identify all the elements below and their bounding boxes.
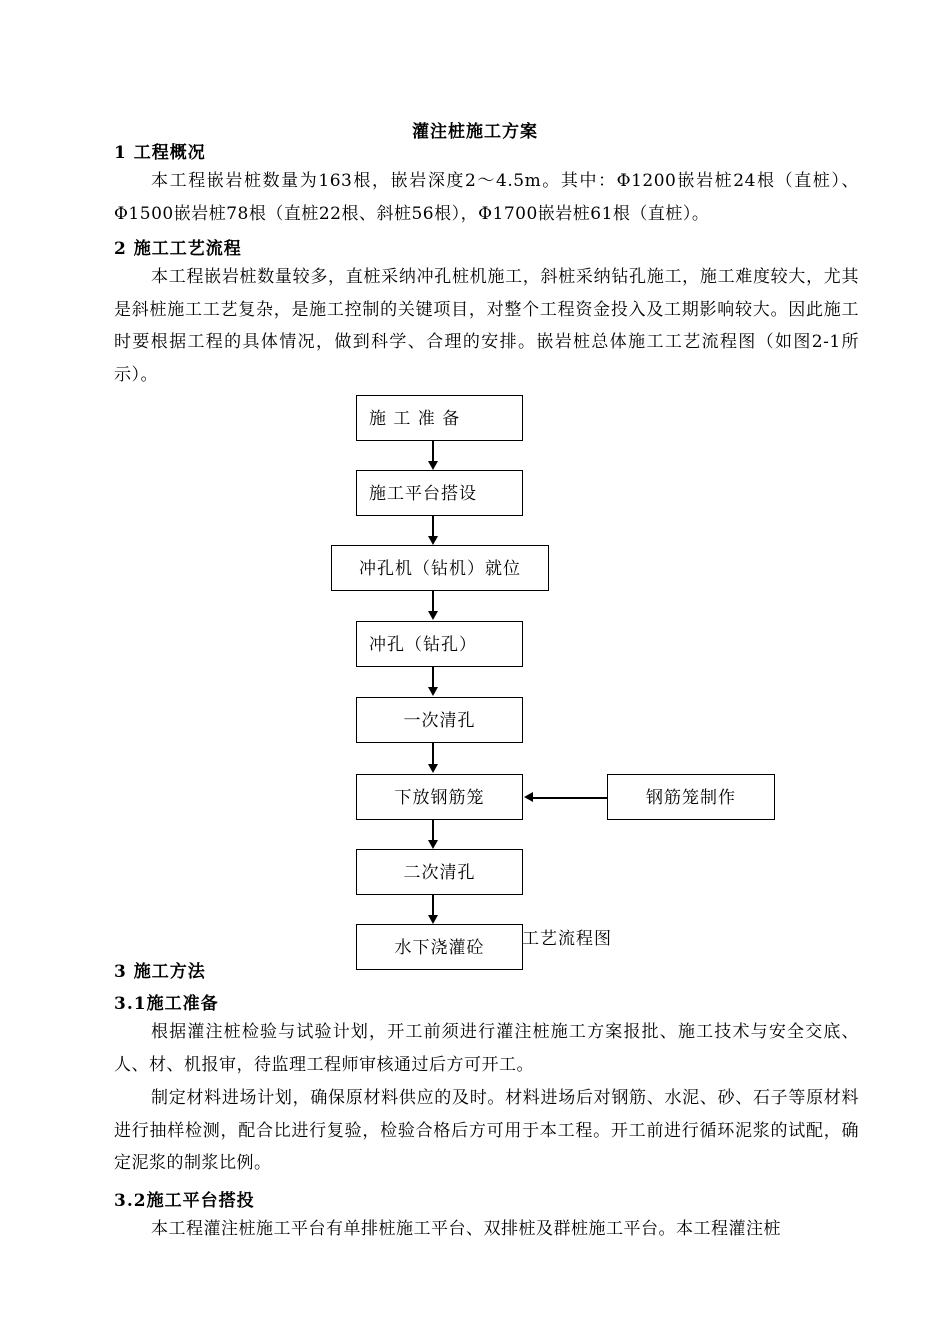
flow-step-lower-cage: 下放钢筋笼	[356, 774, 523, 820]
section-3-heading: 3 施工方法	[114, 962, 206, 982]
flow-step-cage-fabrication: 钢筋笼制作	[607, 774, 775, 820]
section-2-paragraph: 本工程嵌岩桩数量较多，直桩采纳冲孔桩机施工，斜桩采纳钻孔施工，施工难度较大，尤其是斜桩施工工艺复杂，是施工控制的关键项目，对整个工程资金投入及工期影响较大。因此施工时要根据工程的具体情况，做到科学、合理的安排。嵌岩桩总体施工工艺流程图（如图2-1所示）。	[114, 267, 859, 385]
flow-step-second-cleaning: 二次清孔	[356, 849, 523, 895]
flow-connector	[432, 441, 434, 461]
section-1-heading: 1 工程概况	[114, 143, 206, 163]
section-3-1-paragraph-1: 根据灌注桩检验与试验计划，开工前须进行灌注桩施工方案报批、施工技术与安全交底、人、材、机报审，待监理工程师审核通过后方可开工。	[114, 1022, 859, 1075]
flow-connector	[432, 667, 434, 687]
flow-step-prepare: 施 工 准 备	[356, 395, 523, 441]
flow-connector	[432, 516, 434, 536]
flow-connector	[432, 895, 434, 915]
flow-step-pour-concrete: 水下浇灌砼	[356, 924, 523, 970]
flow-step-rig-position: 冲孔机（钻机）就位	[331, 545, 549, 591]
section-3-2-paragraph: 本工程灌注桩施工平台有单排桩施工平台、双排桩及群桩施工平台。本工程灌注桩	[151, 1219, 781, 1239]
flow-arrow-down	[428, 536, 438, 545]
flow-arrow-down	[428, 611, 438, 620]
flow-arrow-down	[428, 915, 438, 924]
flow-arrow-down	[428, 687, 438, 696]
flow-arrow-down	[428, 764, 438, 773]
flow-connector-horizontal	[533, 797, 607, 799]
document-title: 灌注桩施工方案	[412, 122, 538, 142]
flow-arrow-left	[524, 792, 533, 802]
flow-arrow-down	[428, 840, 438, 849]
flow-step-drilling: 冲孔（钻孔）	[356, 621, 523, 667]
flow-connector	[432, 820, 434, 840]
flow-step-platform: 施工平台搭设	[356, 470, 523, 516]
section-1-paragraph: 本工程嵌岩桩数量为163根，嵌岩深度2～4.5m。其中：Φ1200嵌岩桩24根（直桩）、Φ1500嵌岩桩78根（直桩22根、斜桩56根），Φ1700嵌岩桩61根（直桩）。	[114, 171, 859, 224]
section-2-heading: 2 施工工艺流程	[114, 239, 242, 259]
flow-step-first-cleaning: 一次清孔	[356, 697, 523, 743]
flow-connector	[432, 743, 434, 764]
section-3-1-paragraph-2: 制定材料进场计划，确保原材料供应的及时。材料进场后对钢筋、水泥、砂、石子等原材料进行抽样检测，配合比进行复验，检验合格后方可用于本工程。开工前进行循环泥浆的试配，确定泥浆的制浆比例。	[114, 1088, 859, 1173]
flow-arrow-down	[428, 461, 438, 470]
figure-caption: 工艺流程图	[522, 929, 612, 949]
flow-connector	[432, 591, 434, 611]
section-3-1-heading: 3.1施工准备	[114, 994, 219, 1014]
section-3-2-heading: 3.2施工平台搭投	[114, 1191, 255, 1211]
